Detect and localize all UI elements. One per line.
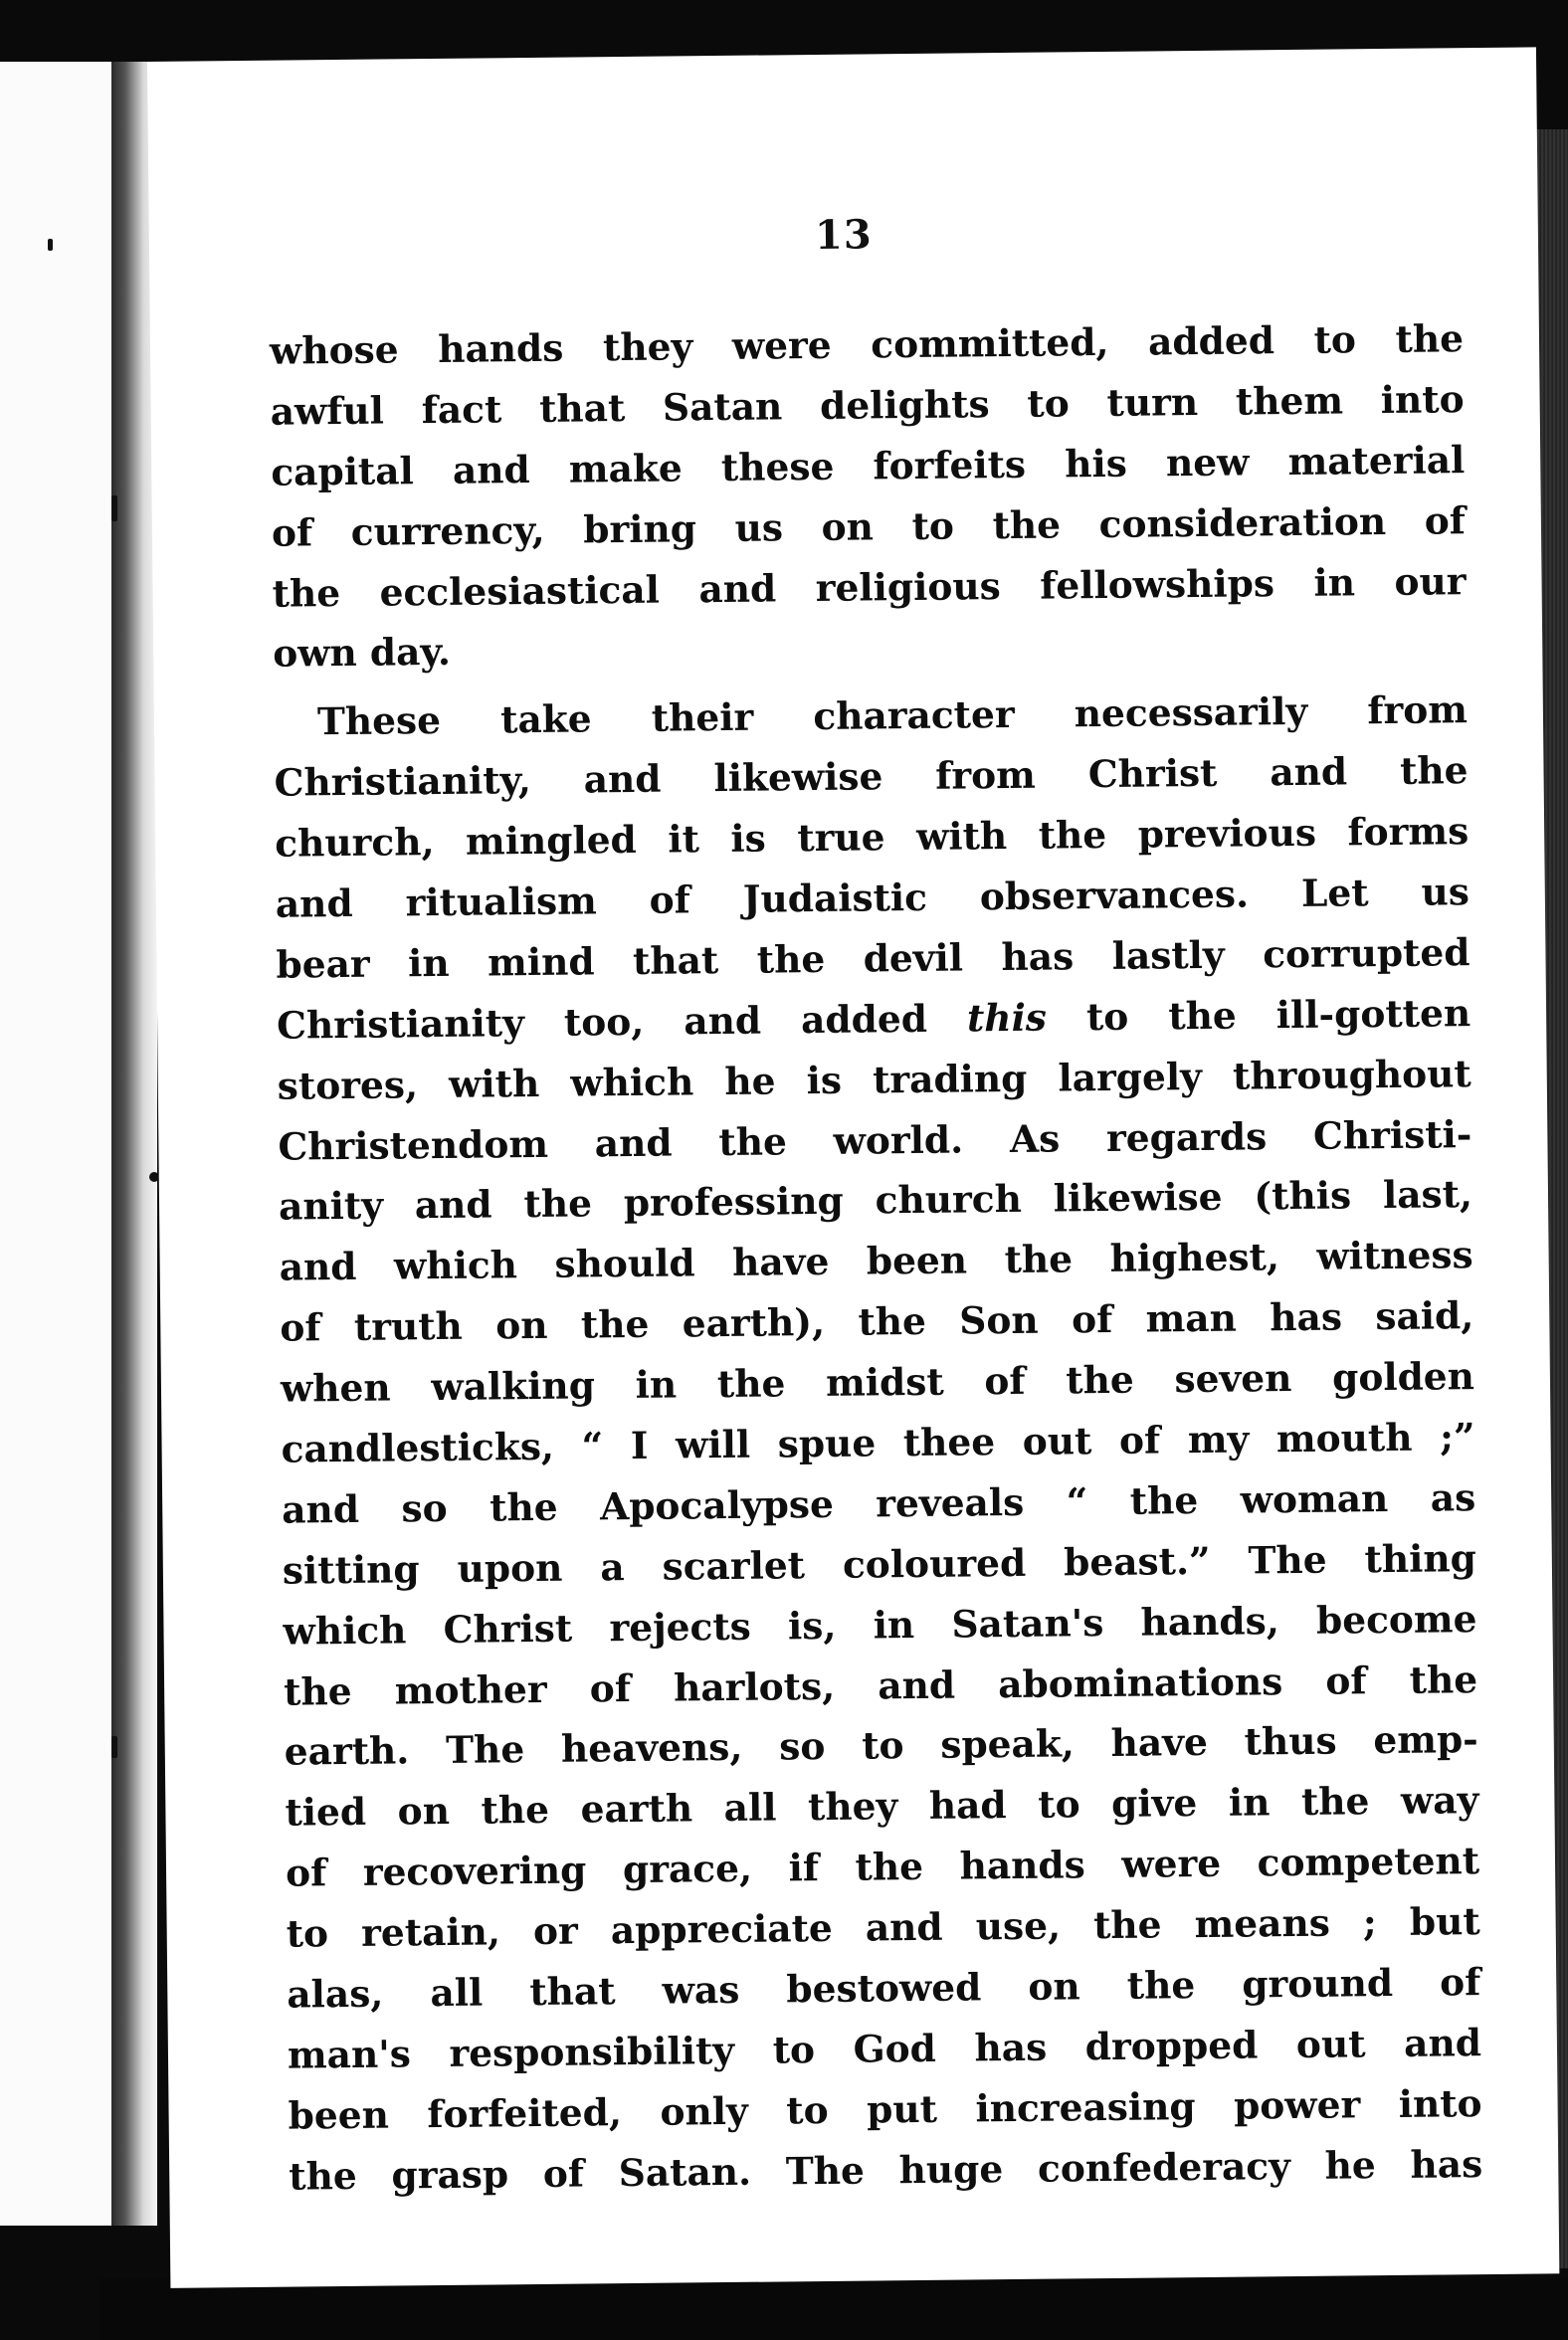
margin-mark: [149, 1172, 159, 1182]
text-line: awful fact that Satan delights to turn them into: [270, 377, 1465, 434]
italic-word: this: [966, 995, 1048, 1041]
text-line: the ecclesiastical and religious fellowships in our: [272, 558, 1467, 616]
text-line: and which should have been the highest, witness: [279, 1233, 1473, 1290]
text-line: stores, with which he is trading largely throughout: [277, 1051, 1471, 1108]
text-line: church, mingled it is true with the previous forms: [275, 809, 1470, 866]
bottom-shadow: [99, 2278, 1568, 2340]
text-line: of truth on the earth), the Son of man has said,: [280, 1293, 1474, 1350]
text-line: and so the Apocalypse reveals “ the woman as: [282, 1475, 1476, 1532]
text-line: of recovering grace, if the hands were competent: [285, 1839, 1480, 1895]
line-end: to the ill-gotten: [1046, 990, 1471, 1040]
book-page: [147, 47, 1559, 2287]
text-line: anity and the professing church likewise (this last,: [278, 1172, 1473, 1230]
text-line: the grasp of Satan. The huge confederacy he has: [289, 2141, 1483, 2199]
text-line: and ritualism of Judaistic observances. Let us: [275, 870, 1470, 926]
text-line: bear in mind that the devil has lastly corrupted: [276, 930, 1470, 987]
body-text: [270, 308, 1483, 2207]
margin-mark: [48, 239, 53, 251]
facing-page-edge: [0, 62, 114, 2226]
text-line: of currency, bring us on to the consideration of: [271, 497, 1467, 555]
margin-mark: [111, 495, 117, 521]
text-line: been forfeited, only to put increasing power into: [288, 2080, 1482, 2138]
text-line: These take their character necessarily from: [316, 687, 1469, 744]
text-line: sitting upon a scarlet coloured beast.” The thing: [282, 1535, 1477, 1593]
page-number: 13: [814, 211, 873, 259]
text-line: capital and make these forfeits his new material: [271, 437, 1466, 494]
text-line: own day.: [273, 630, 452, 677]
text-line: Christianity, and likewise from Christ and the: [274, 748, 1469, 805]
text-line: tied on the earth all they had to give in the way: [285, 1778, 1479, 1836]
text-line: man's responsibility to God has dropped out and: [287, 2021, 1482, 2077]
text-line: when walking in the midst of the seven golden: [280, 1354, 1475, 1411]
text-line: earth. The heavens, so to speak, have thus emp-: [284, 1717, 1478, 1775]
text-line: candlesticks, “ I will spue thee out of my mouth ;”: [281, 1415, 1475, 1471]
text-line: to retain, or appreciate and use, the means ; but: [286, 1899, 1480, 1956]
text-line: whose hands they were committed, added to the: [269, 316, 1465, 373]
text-line: alas, all that was bestowed on the ground of: [287, 1960, 1481, 2017]
text-line: the mother of harlots, and abominations of the: [283, 1657, 1478, 1714]
text-line: Christendom and the world. As regards Christi-: [278, 1111, 1472, 1169]
line-start: Christianity too, and added: [276, 996, 968, 1048]
margin-mark: [111, 1736, 117, 1758]
text-line: which Christ rejects is, in Satan's hands, become: [283, 1596, 1477, 1654]
